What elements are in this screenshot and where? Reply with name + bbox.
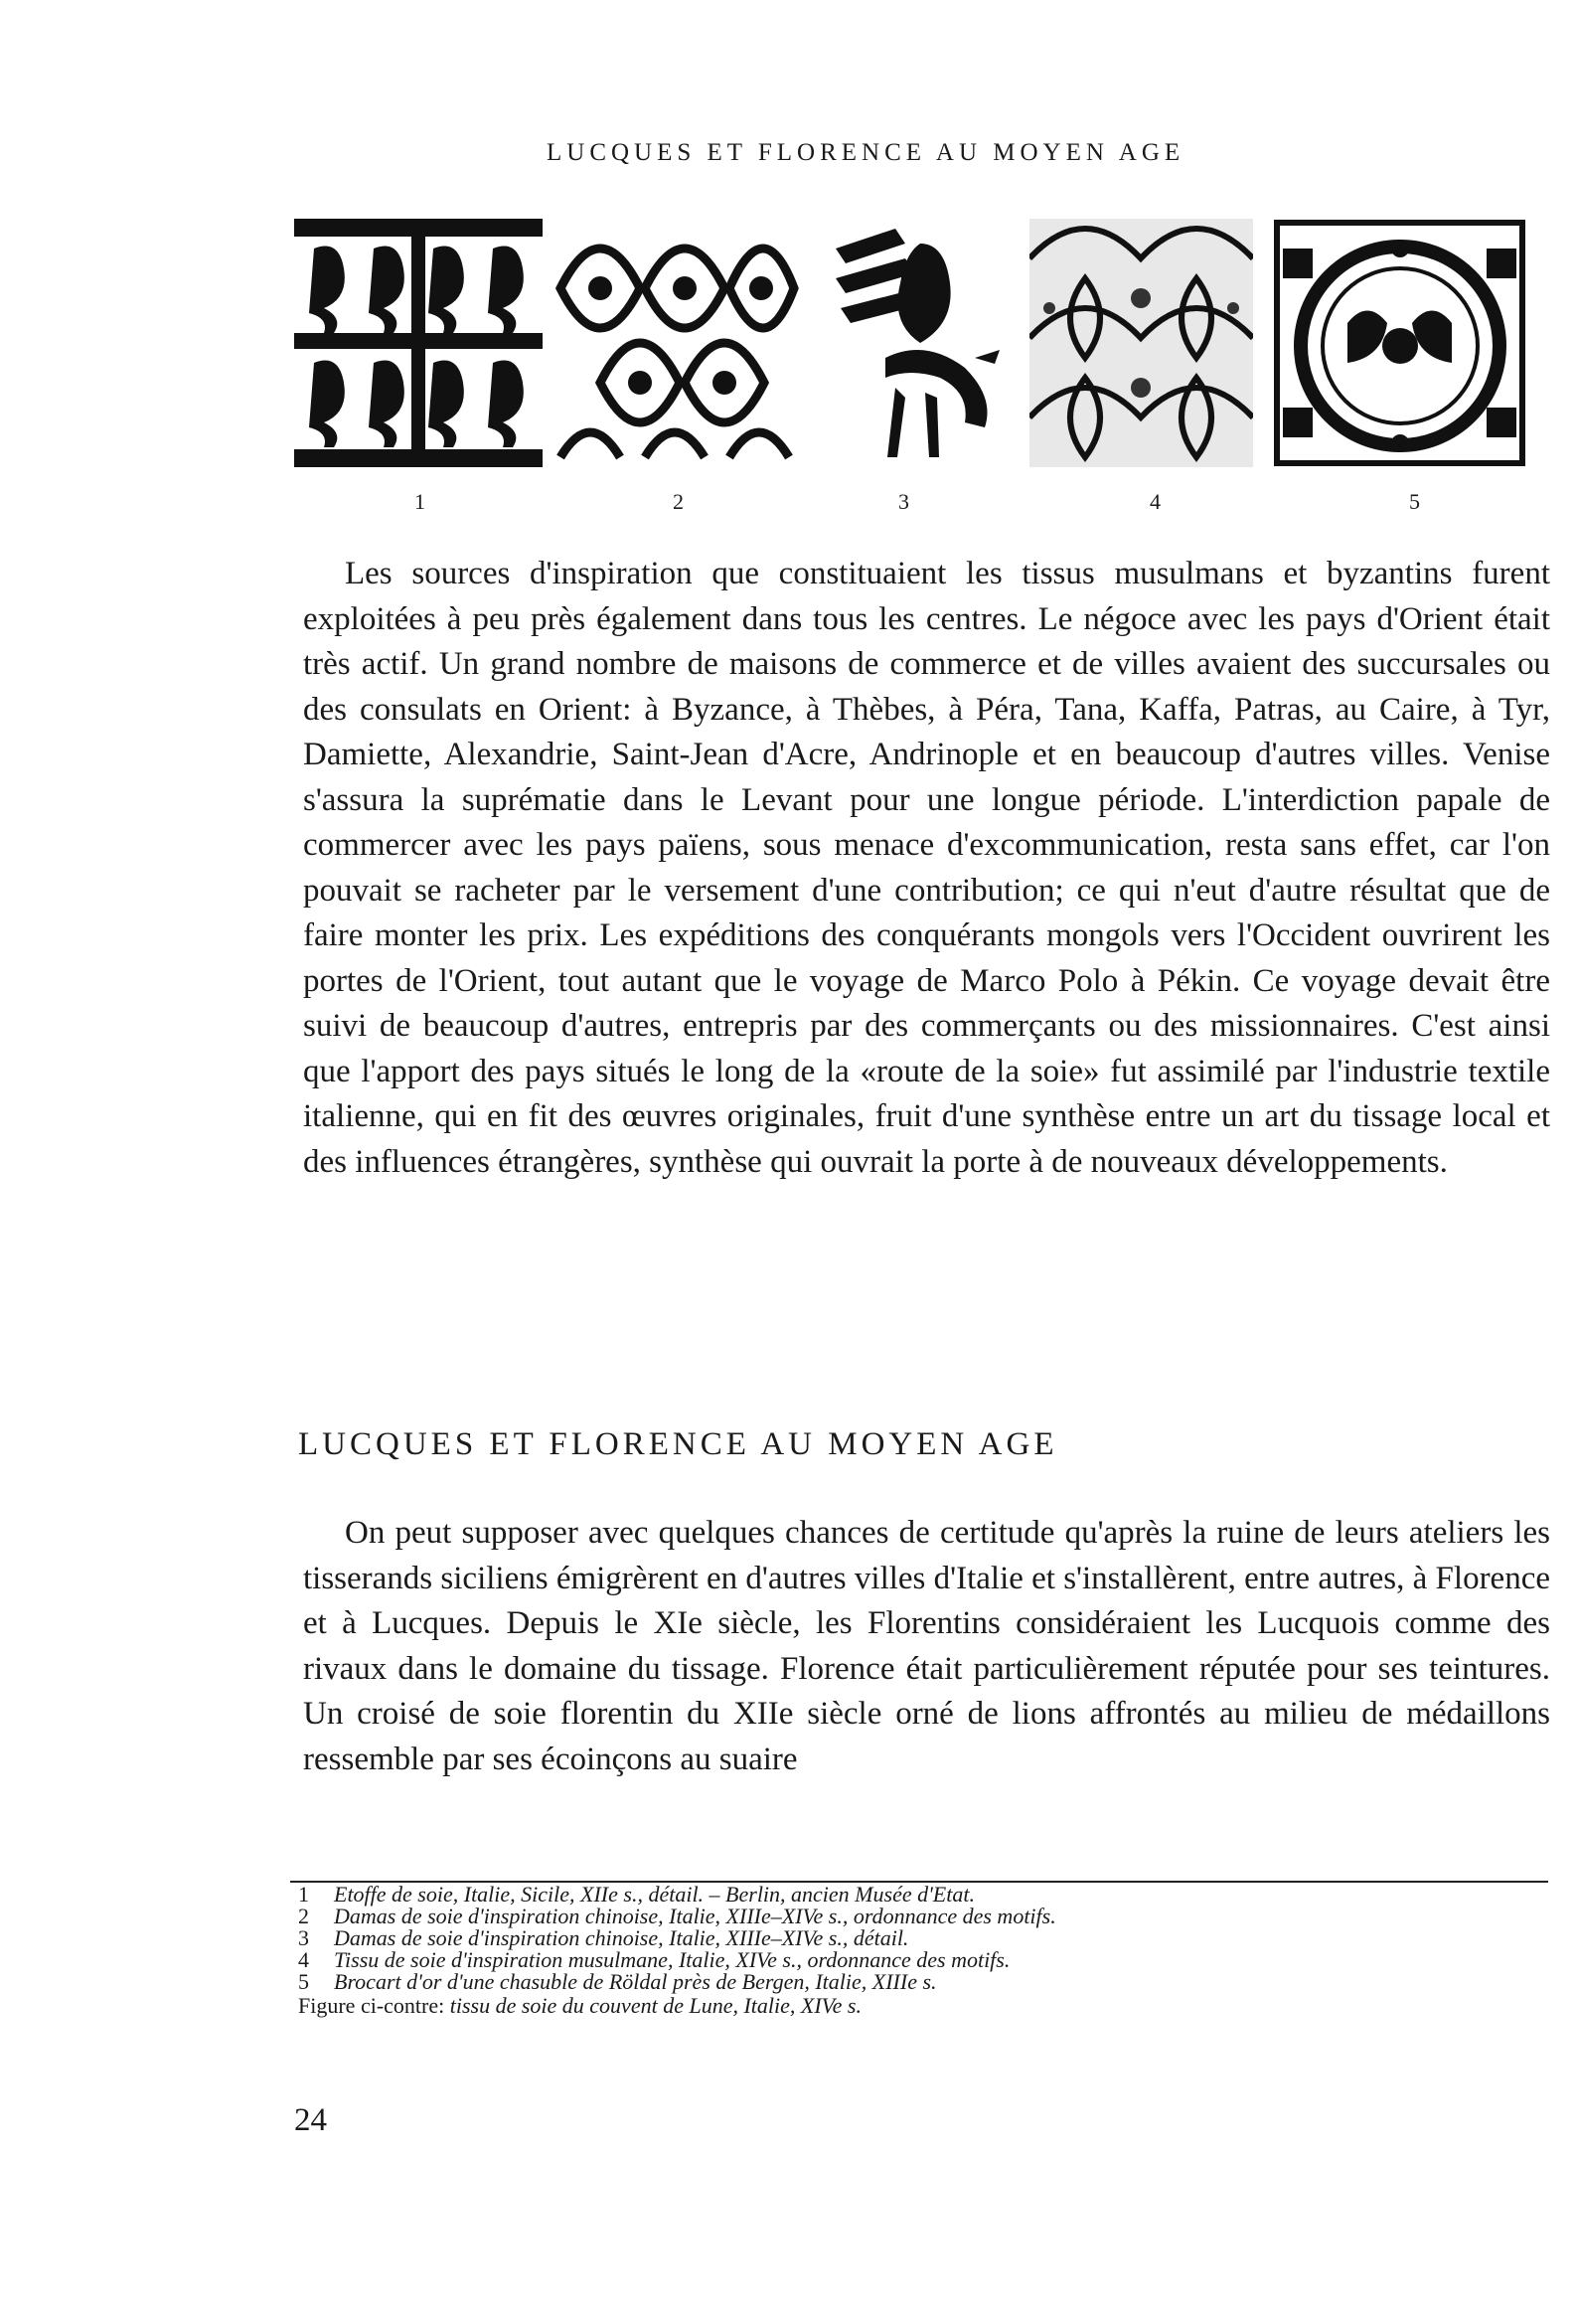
caption-number: 2 — [298, 1904, 309, 1928]
caption-number: 3 — [298, 1925, 309, 1950]
figure-2-silk-pattern — [551, 219, 799, 467]
figure-note-label: Figure ci-contre: — [298, 1993, 445, 2018]
figure-3-silk-pattern — [826, 219, 1005, 467]
figure-4-silk-pattern — [1029, 219, 1253, 467]
page-number: 24 — [294, 2102, 327, 2138]
caption-text: Brocart d'or d'une chasuble de Röldal près de Bergen, Italie, XIIIe s. — [334, 1969, 937, 1994]
figure-1-image — [294, 219, 543, 467]
figure-2-image — [551, 219, 799, 467]
caption-text: Tissu de soie d'inspiration musulmane, Italie, XIVe s., ordonnance des motifs. — [334, 1947, 1011, 1972]
figure-number-2: 2 — [673, 489, 684, 514]
figure-number-1: 1 — [414, 489, 425, 514]
caption-number: 1 — [298, 1882, 309, 1907]
figure-note — [298, 1995, 1550, 2017]
figure-5-image — [1273, 219, 1526, 467]
caption-number: 4 — [298, 1947, 309, 1972]
figure-number-5: 5 — [1409, 489, 1420, 514]
caption-4 — [298, 1949, 1550, 1971]
caption-text: Damas de soie d'inspiration chinoise, Italie, XIIIe–XIVe s., détail. — [334, 1925, 909, 1950]
caption-3 — [298, 1927, 1550, 1949]
caption-5 — [298, 1971, 1550, 1993]
figure-strip — [294, 219, 1526, 477]
caption-text: Damas de soie d'inspiration chinoise, Italie, XIIIe–XIVe s., ordonnance des motifs. — [334, 1904, 1056, 1928]
figure-4-image — [1029, 219, 1253, 467]
figure-1-silk-pattern — [294, 219, 543, 467]
figure-number-4: 4 — [1150, 489, 1161, 514]
figure-captions — [298, 1884, 1550, 2017]
caption-text: Etoffe de soie, Italie, Sicile, XIIe s., détail. – Berlin, ancien Musée d'Etat. — [334, 1882, 975, 1907]
running-head: LUCQUES ET FLORENCE AU MOYEN AGE — [547, 139, 1185, 166]
caption-2 — [298, 1906, 1550, 1927]
figure-5-silk-pattern — [1273, 219, 1526, 467]
figure-number-3: 3 — [898, 489, 909, 514]
figure-note-text: tissu de soie du couvent de Lune, Italie, XIVe s. — [449, 1993, 862, 2018]
section-title: LUCQUES ET FLORENCE AU MOYEN AGE — [298, 1426, 1058, 1462]
body-paragraph-2 — [303, 1511, 1550, 1782]
caption-1 — [298, 1884, 1550, 1906]
figure-3-image — [826, 219, 1005, 467]
caption-number: 5 — [298, 1969, 309, 1994]
body-paragraph-1 — [303, 552, 1550, 1185]
paragraph-text: Les sources d'inspiration que constituaient les tissus musulmans et byzantins furent exploitées à peu près également dans tous les centres. Le négoce avec les pays d'Orient était très actif. Un grand nombre de maisons de commerce et de villes avaient des succursales ou des consulats en Orient: à Byzance, à Thèbes, à Péra, Tana, Kaffa, Patras, au Caire, à Tyr, Damiette, Alexandrie, Saint-Jean d'Acre, Andrinople et en beaucoup d'autres villes. Venise s'assura la suprématie dans le Levant pour une longue période. L'interdiction papale de commercer avec les pays païens, sous menace d'excommunication, resta sans effet, car l'on pouvait se racheter par le versement d'une contribution; ce qui n'eut d'autre résultat que de faire monter les prix. Les expéditions des conquérants mongols vers l'Occident ouvrirent les portes de l'Orient, tout autant que le voyage de Marco Polo à Pékin. Ce voyage devait être suivi de beaucoup d'autres, entrepris par des commerçants ou des missionnaires. C'est ainsi que l'apport des pays situés le long de la «route de la soie» fut assimilé par l'industrie textile italienne, qui en fit des œuvres originales, fruit d'une synthèse entre un art du tissage local et des influences étrangères, synthèse qui ouvrait la porte à de nouveaux développements. — [303, 556, 1550, 1180]
paragraph-text: On peut supposer avec quelques chances de certitude qu'après la ruine de leurs ateliers les tisserands siciliens émigrèrent en d'autres villes d'Italie et s'installèrent, entre autres, à Florence et à Lucques. Depuis le XIe siècle, les Florentins considéraient les Lucquois comme des rivaux dans le domaine du tissage. Florence était particulièrement réputée pour ses teintures. Un croisé de soie florentin du XIIe siècle orné de lions affrontés au milieu de médaillons ressemble par ses écoinçons au suaire — [303, 1515, 1550, 1777]
